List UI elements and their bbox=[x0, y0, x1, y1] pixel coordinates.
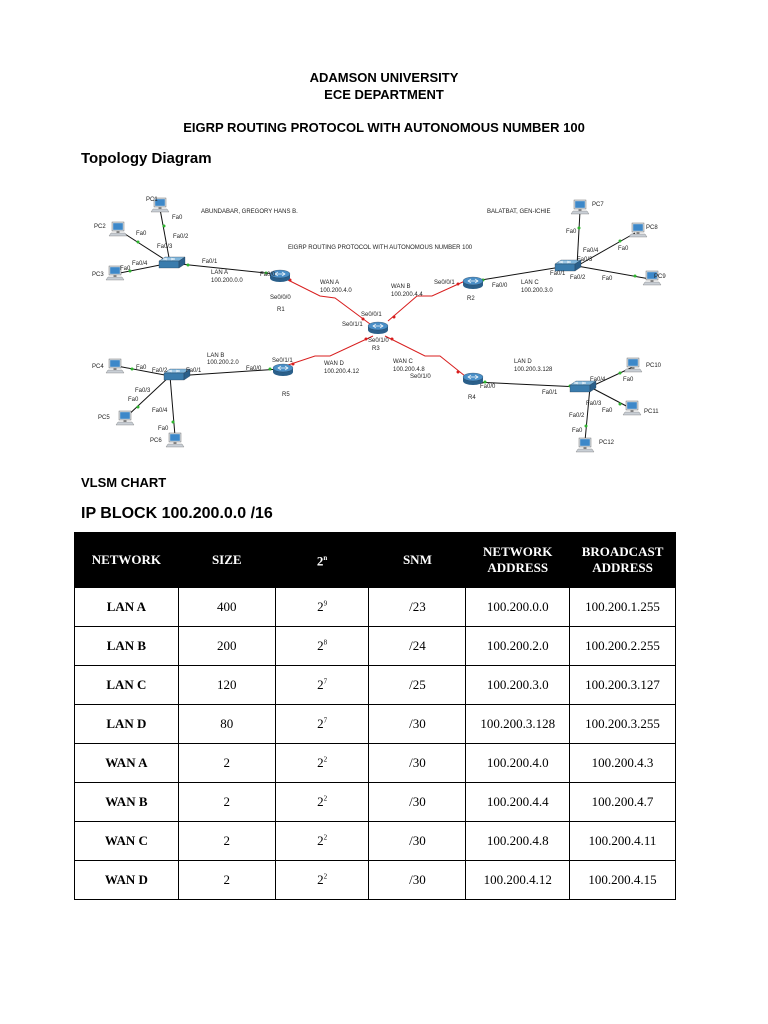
link-name: WAN A bbox=[320, 280, 340, 286]
cell-size: 2 bbox=[178, 861, 275, 900]
router-label: R4 bbox=[468, 395, 476, 401]
cell-snm: /24 bbox=[369, 627, 466, 666]
cell-network-address: 100.200.2.0 bbox=[466, 627, 570, 666]
interface-label: Fa0/0 bbox=[492, 283, 508, 289]
interface-label: Fa0 bbox=[602, 408, 613, 414]
interface-label: Fa0/1 bbox=[202, 259, 218, 265]
interface-label: Fa0 bbox=[623, 377, 634, 383]
interface-label: Se0/0/0 bbox=[270, 295, 291, 301]
topology-heading: Topology Diagram bbox=[81, 150, 212, 167]
table-row bbox=[75, 861, 676, 900]
cell-network-address: 100.200.3.0 bbox=[466, 666, 570, 705]
interface-label: Fa0/2 bbox=[173, 234, 189, 240]
cell-power: $2^9$ bbox=[275, 588, 369, 627]
cell-network-address: 100.200.4.8 bbox=[466, 822, 570, 861]
pc-icon bbox=[116, 411, 134, 425]
interface-label: Fa0/0 bbox=[480, 384, 496, 390]
interface-label: Fa0 bbox=[572, 428, 583, 434]
link-name: LAN D bbox=[514, 359, 532, 365]
cell-network-address: 100.200.4.0 bbox=[466, 744, 570, 783]
pc-label: PC4 bbox=[92, 364, 104, 370]
router-label: R3 bbox=[372, 346, 380, 352]
interface-label: Fa0 bbox=[128, 397, 139, 403]
link-name: LAN A bbox=[211, 270, 229, 276]
interface-label: Fa0/4 bbox=[583, 248, 599, 254]
cell-size: 200 bbox=[178, 627, 275, 666]
author-name-left: ABUNDABAR, GREGORY HANS B. bbox=[201, 209, 298, 215]
table-row bbox=[75, 666, 676, 705]
cell-snm: /30 bbox=[369, 861, 466, 900]
cell-power: $2^7$ bbox=[275, 666, 369, 705]
interface-label: Fa0/3 bbox=[586, 401, 602, 407]
cell-snm: /25 bbox=[369, 666, 466, 705]
pc-icon bbox=[629, 223, 647, 237]
interface-label: Se0/0/1 bbox=[434, 280, 455, 286]
pc-label: PC1 bbox=[146, 197, 158, 203]
pc-label: PC7 bbox=[592, 202, 604, 208]
pc-label: PC5 bbox=[98, 415, 110, 421]
cell-size: 2 bbox=[178, 783, 275, 822]
table-row bbox=[75, 705, 676, 744]
column-header: NETWORK bbox=[75, 533, 179, 588]
cell-broadcast-address: 100.200.3.127 bbox=[570, 666, 676, 705]
pc-icon bbox=[166, 433, 184, 447]
link-address: 100.200.3.0 bbox=[521, 288, 553, 294]
cell-network: LAN A bbox=[75, 588, 179, 627]
cell-power: $2^2$ bbox=[275, 861, 369, 900]
router-icon bbox=[463, 277, 483, 289]
interface-label: Fa0/1 bbox=[550, 271, 566, 277]
link-name: LAN B bbox=[207, 353, 225, 359]
interface-label: Fa0 bbox=[158, 426, 169, 432]
table-row bbox=[75, 783, 676, 822]
cell-power: $2^2$ bbox=[275, 744, 369, 783]
table-header-row bbox=[75, 533, 676, 588]
cell-network: WAN B bbox=[75, 783, 179, 822]
topology-diagram bbox=[80, 186, 680, 456]
link-address: 100.200.4.12 bbox=[324, 369, 360, 375]
interface-label: Fa0 bbox=[172, 215, 183, 221]
pc-icon bbox=[571, 200, 589, 214]
pc-icon bbox=[109, 222, 127, 236]
document-title: EIGRP ROUTING PROTOCOL WITH AUTONOMOUS NUMBER 100 bbox=[183, 120, 585, 135]
pc-label: PC6 bbox=[150, 438, 162, 444]
interface-label: Fa0/2 bbox=[152, 368, 168, 374]
pc-icon bbox=[624, 358, 642, 372]
table-row bbox=[75, 822, 676, 861]
column-header: BROADCAST ADDRESS bbox=[570, 533, 676, 588]
interface-label: Fa0/4 bbox=[132, 261, 148, 267]
router-label: R1 bbox=[277, 307, 285, 313]
link-address: 100.200.0.0 bbox=[211, 278, 243, 284]
cell-network: WAN C bbox=[75, 822, 179, 861]
pc-label: PC8 bbox=[646, 225, 658, 231]
cell-broadcast-address: 100.200.3.255 bbox=[570, 705, 676, 744]
cell-snm: /23 bbox=[369, 588, 466, 627]
vlsm-heading: VLSM CHART bbox=[81, 475, 167, 490]
cell-size: 2 bbox=[178, 822, 275, 861]
cell-size: 120 bbox=[178, 666, 275, 705]
cell-broadcast-address: 100.200.4.3 bbox=[570, 744, 676, 783]
cell-broadcast-address: 100.200.4.15 bbox=[570, 861, 676, 900]
router-label: R5 bbox=[282, 392, 290, 398]
cell-power: $2^7$ bbox=[275, 705, 369, 744]
interface-label: Fa0/0 bbox=[260, 272, 276, 278]
interface-label: Fa0 bbox=[120, 266, 131, 272]
link-name: WAN D bbox=[324, 361, 344, 367]
link-name: WAN C bbox=[393, 359, 413, 365]
table-row bbox=[75, 588, 676, 627]
column-header: SNM bbox=[369, 533, 466, 588]
cell-size: 400 bbox=[178, 588, 275, 627]
pc-icon bbox=[106, 359, 124, 373]
diagram-caption: EIGRP ROUTING PROTOCOL WITH AUTONOMOUS NUMBER 100 bbox=[288, 245, 473, 251]
interface-label: Fa0/0 bbox=[246, 366, 262, 372]
ip-block-heading: IP BLOCK 100.200.0.0 /16 bbox=[81, 505, 273, 522]
link-address: 100.200.4.0 bbox=[320, 288, 352, 294]
university-name: ADAMSON UNIVERSITY bbox=[309, 70, 459, 85]
cell-power: $2^2$ bbox=[275, 822, 369, 861]
interface-label: Fa0/4 bbox=[590, 377, 606, 383]
interface-label: Fa0 bbox=[602, 276, 613, 282]
interface-label: Se0/1/1 bbox=[342, 322, 363, 328]
link-name: WAN B bbox=[391, 284, 411, 290]
switch-icon bbox=[159, 257, 185, 268]
interface-label: Fa0/1 bbox=[186, 368, 202, 374]
pc-label: PC3 bbox=[92, 272, 104, 278]
author-name-right: BALATBAT, GEN-ICHIE bbox=[487, 209, 551, 215]
cell-size: 2 bbox=[178, 744, 275, 783]
interface-label: Se0/1/1 bbox=[272, 358, 293, 364]
pc-label: PC2 bbox=[94, 224, 106, 230]
cell-power: $2^2$ bbox=[275, 783, 369, 822]
cell-network: LAN D bbox=[75, 705, 179, 744]
pc-label: PC11 bbox=[644, 409, 659, 415]
interface-label: Fa0 bbox=[136, 231, 147, 237]
cell-snm: /30 bbox=[369, 783, 466, 822]
interface-label: Se0/1/0 bbox=[410, 374, 431, 380]
link-address: 100.200.4.8 bbox=[393, 367, 425, 373]
cell-network: WAN A bbox=[75, 744, 179, 783]
router-icon bbox=[273, 364, 293, 376]
cell-broadcast-address: 100.200.2.255 bbox=[570, 627, 676, 666]
cell-network-address: 100.200.0.0 bbox=[466, 588, 570, 627]
router-icon bbox=[368, 322, 388, 334]
cell-network: WAN D bbox=[75, 861, 179, 900]
interface-label: Fa0/2 bbox=[569, 413, 585, 419]
interface-label: Se0/1/0 bbox=[368, 338, 389, 344]
cell-network-address: 100.200.3.128 bbox=[466, 705, 570, 744]
pc-icon bbox=[623, 401, 641, 415]
interface-label: Fa0 bbox=[566, 229, 577, 235]
cell-network-address: 100.200.4.12 bbox=[466, 861, 570, 900]
link-name: LAN C bbox=[521, 280, 539, 286]
vlsm-table bbox=[74, 532, 676, 900]
interface-label: Fa0/3 bbox=[157, 244, 173, 250]
interface-label: Fa0/3 bbox=[135, 388, 151, 394]
pc-label: PC12 bbox=[599, 440, 615, 446]
link-address: 100.200.2.0 bbox=[207, 360, 239, 366]
interface-label: Fa0 bbox=[136, 365, 147, 371]
interface-label: Fa0/1 bbox=[542, 390, 558, 396]
pc-label: PC10 bbox=[646, 363, 662, 369]
pc-label: PC9 bbox=[654, 274, 666, 280]
interface-label: Fa0/3 bbox=[577, 257, 593, 263]
pc-icon bbox=[576, 438, 594, 452]
interface-label: Fa0 bbox=[618, 246, 629, 252]
table-row bbox=[75, 744, 676, 783]
cell-snm: /30 bbox=[369, 744, 466, 783]
cell-snm: /30 bbox=[369, 705, 466, 744]
column-header: 2$^n$ bbox=[275, 533, 369, 588]
column-header: NETWORK ADDRESS bbox=[466, 533, 570, 588]
department-name: ECE DEPARTMENT bbox=[324, 87, 444, 102]
interface-label: Fa0/2 bbox=[570, 275, 586, 281]
router-label: R2 bbox=[467, 296, 475, 302]
interface-label: Fa0/4 bbox=[152, 408, 168, 414]
cell-network-address: 100.200.4.4 bbox=[466, 783, 570, 822]
column-header: SIZE bbox=[178, 533, 275, 588]
cell-power: $2^8$ bbox=[275, 627, 369, 666]
cell-broadcast-address: 100.200.4.11 bbox=[570, 822, 676, 861]
cell-size: 80 bbox=[178, 705, 275, 744]
link-address: 100.200.3.128 bbox=[514, 367, 553, 373]
cell-network: LAN C bbox=[75, 666, 179, 705]
link-address: 100.200.4.4 bbox=[391, 292, 423, 298]
cell-broadcast-address: 100.200.1.255 bbox=[570, 588, 676, 627]
cell-broadcast-address: 100.200.4.7 bbox=[570, 783, 676, 822]
cell-network: LAN B bbox=[75, 627, 179, 666]
cell-snm: /30 bbox=[369, 822, 466, 861]
table-row bbox=[75, 627, 676, 666]
interface-label: Se0/0/1 bbox=[361, 312, 382, 318]
